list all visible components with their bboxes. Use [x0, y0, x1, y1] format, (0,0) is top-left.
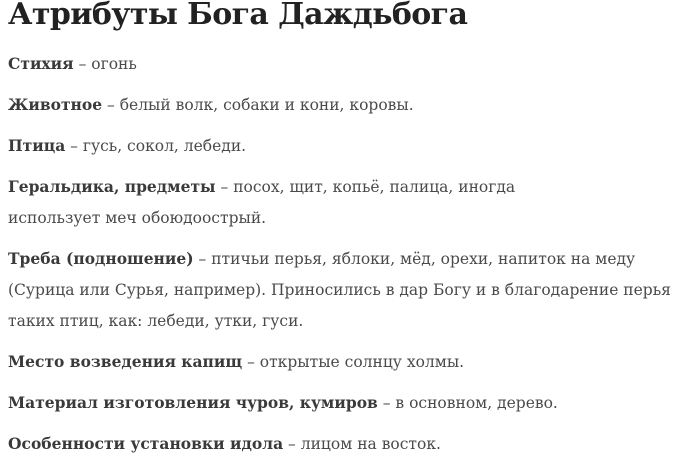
attribute-description: – в основном, дерево.: [377, 394, 558, 412]
attribute-description: – открытые солнцу холмы.: [242, 353, 465, 371]
attribute-animal: [8, 89, 680, 121]
attribute-idol-material: [8, 387, 680, 419]
attribute-description: – птичьи перья, яблоки, мёд, орехи, напиток на меду (Сурица или Сурья, например). Приносились в дар Богу и в благодарение перья таких птиц, как: лебеди, утки, гуси.: [8, 250, 671, 330]
attribute-term: Треба (подношение): [8, 249, 194, 268]
attribute-description: – посох, щит, копьё, палица, иногда использует меч обоюдоострый.: [8, 178, 516, 227]
attribute-description: – огонь: [73, 55, 137, 73]
attribute-description: – белый волк, собаки и кони, коровы.: [102, 96, 414, 114]
attribute-term: Животное: [8, 95, 103, 114]
attribute-term: Птица: [8, 136, 66, 155]
attribute-temple-place: [8, 346, 680, 378]
attribute-description: – лицом на восток.: [283, 435, 441, 453]
attribute-term: Место возведения капищ: [8, 352, 243, 371]
attribute-term: Особенности установки идола: [8, 434, 284, 453]
attribute-element: [8, 48, 680, 80]
attribute-description: – гусь, сокол, лебеди.: [65, 137, 247, 155]
attribute-bird: [8, 130, 680, 162]
attribute-offering: [8, 243, 682, 337]
page-title: Атрибуты Бога Даждьбога: [8, 0, 468, 32]
attribute-idol-orientation: [8, 428, 680, 460]
attribute-term: Геральдика, предметы: [8, 177, 216, 196]
attribute-term: Материал изготовления чуров, кумиров: [8, 393, 378, 412]
attribute-term: Стихия: [8, 54, 74, 73]
attribute-heraldry: [8, 171, 608, 234]
